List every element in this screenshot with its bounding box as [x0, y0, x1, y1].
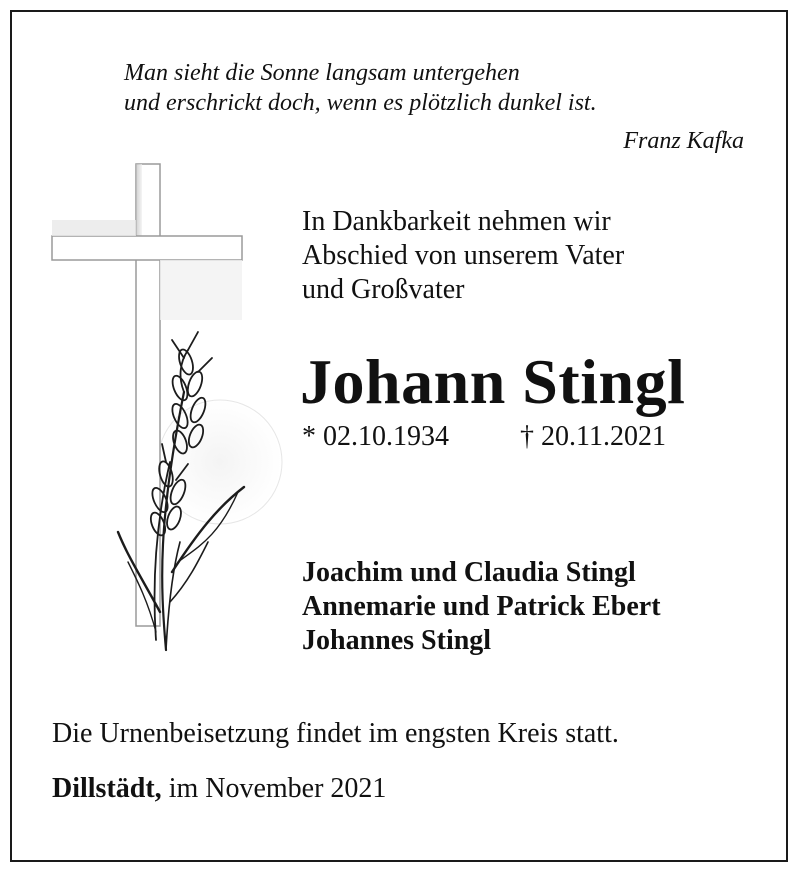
quote-line-1: Man sieht die Sonne langsam untergehen: [124, 60, 520, 86]
place-date: im November 2021: [161, 773, 387, 804]
cross-horizontal: [52, 236, 242, 260]
burial-notice: Die Urnenbeisetzung findet im engsten Kreis statt.: [52, 718, 619, 749]
halo-shape: [158, 400, 282, 524]
family-list: [302, 556, 661, 658]
intro-line-2: Abschied von unserem Vater: [302, 240, 625, 271]
place-and-date: [52, 773, 386, 805]
quote-author: Franz Kafka: [623, 128, 744, 154]
family-member: Annemarie und Patrick Ebert: [302, 591, 661, 622]
deceased-name: Johann Stingl: [300, 346, 686, 417]
intro-line-3: und Großvater: [302, 274, 465, 305]
quote-line-2: und erschrickt doch, wenn es plötzlich dunkel ist.: [124, 90, 597, 116]
cross-with-wheat-icon: [48, 162, 288, 662]
intro-line-1: In Dankbarkeit nehmen wir: [302, 206, 611, 237]
birth-date: * 02.10.1934: [302, 421, 449, 452]
family-member: Johannes Stingl: [302, 625, 492, 656]
intro-text: [302, 205, 624, 307]
place-town: Dillstädt,: [52, 773, 162, 804]
death-date: † 20.11.2021: [520, 421, 666, 452]
life-dates: [302, 421, 666, 453]
family-member: Joachim und Claudia Stingl: [302, 557, 636, 588]
